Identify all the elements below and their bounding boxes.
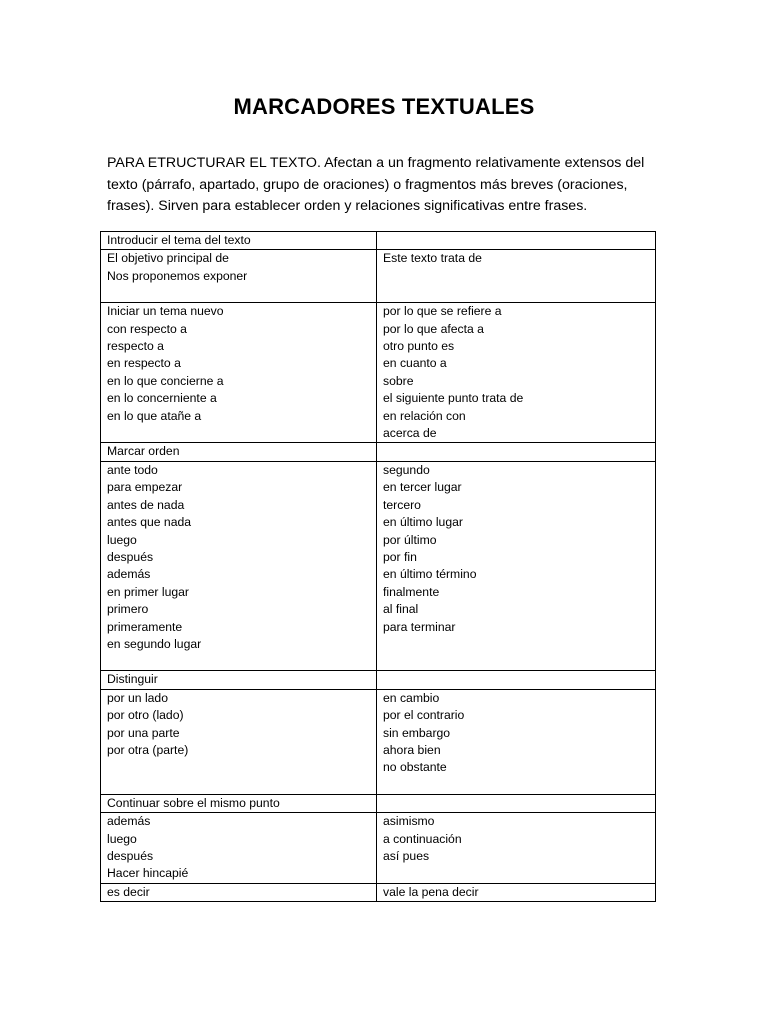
right-cell [377,250,656,303]
marker-item: en lo concerniente a [107,391,217,406]
section-header: Continuar sobre el mismo punto [101,794,377,812]
left-cell [101,689,377,794]
marker-item: por otro (lado) [107,708,184,723]
section-content-row [101,461,656,670]
marker-item: así pues [383,849,430,863]
marker-item: no obstante [383,760,447,775]
marker-item: Nos proponemos exponer [107,268,248,283]
marker-item: después [107,849,154,863]
marker-item: sobre [383,373,414,388]
marker-item: en tercer lugar [383,480,462,495]
marker-item: primero [107,602,149,617]
section-content-row [101,250,656,303]
final-row [101,883,656,901]
marker-item: para empezar [107,480,183,495]
document-title: MARCADORES TEXTUALES [233,94,535,119]
marker-item: sin embargo [383,725,451,740]
marker-item: en respecto a [107,356,181,371]
marker-item: por lo que se refiere a [383,304,502,319]
left-cell [101,813,377,884]
section-header: Distinguir [101,671,377,689]
marker-item: para terminar [383,619,456,634]
marker-item: por último [383,532,437,547]
section-header: Marcar orden [101,443,377,461]
marker-item: en cuanto a [383,356,447,371]
marker-item: por fin [383,549,417,564]
marker-item: ante todo [107,462,158,477]
marker-item: acerca de [383,426,437,441]
marker-item: en último lugar [383,515,463,530]
marker-item: El objetivo principal de [107,251,229,266]
marker-item: a continuación [383,831,462,846]
marker-item: en primer lugar [107,584,189,599]
left-cell [101,461,377,670]
section-content-row [101,303,656,443]
marker-item: antes de nada [107,497,185,512]
marker-item: por el contrario [383,708,465,723]
marker-item: ahora bien [383,742,441,757]
section-header-row [101,232,656,250]
section-header-row [101,443,656,461]
marker-item: por una parte [107,725,180,740]
section-content-row [101,813,656,884]
marker-item: por otra (parte) [107,742,189,757]
marker-item: al final [383,602,419,617]
marker-item: finalmente [383,584,440,599]
marker-item: Iniciar un tema nuevo [107,304,224,319]
section-content-row [101,689,656,794]
right-cell [377,461,656,670]
marker-item: tercero [383,497,421,512]
marker-item: otro punto es [383,339,455,354]
section-header-row [101,671,656,689]
marker-item: antes que nada [107,515,192,530]
marker-item: además [107,567,151,582]
marker-item: en cambio [383,690,440,705]
marker-item: Hacer hincapié [107,866,189,881]
marker-item: con respecto a [107,321,187,336]
left-cell [101,303,377,443]
right-cell [377,689,656,794]
right-cell [377,303,656,443]
left-cell [101,250,377,303]
marker-item: en lo que atañe a [107,408,202,423]
section-header-empty [377,232,656,250]
section-header-empty [377,794,656,812]
marker-item: Este texto trata de [383,251,482,266]
section-header-empty [377,671,656,689]
marker-item: en relación con [383,408,466,423]
marker-item: en segundo lugar [107,636,202,651]
intro-paragraph: PARA ETRUCTURAR EL TEXTO. Afectan a un fragmento relativamente extensos del texto (párrafo, apartado, grupo de oraciones) o fragmentos más breves (oraciones, frases). Sirven para establecer orden y relaciones significativas entre frases. [107,155,645,214]
marker-item: por un lado [107,690,168,705]
right-cell: vale la pena decir [377,883,656,901]
marker-item: luego [107,831,137,846]
section-header: Introducir el tema del texto [101,232,377,250]
section-header-empty [377,443,656,461]
right-cell [377,813,656,884]
left-cell: es decir [101,883,377,901]
section-header-row [101,794,656,812]
marker-item: por lo que afecta a [383,321,484,336]
marker-item: después [107,549,154,564]
marker-item: en último término [383,567,477,582]
marker-item: segundo [383,462,430,477]
marker-item: el siguiente punto trata de [383,391,524,406]
marker-item: luego [107,532,137,547]
marker-item: asimismo [383,814,435,829]
marker-item: primeramente [107,619,183,634]
markers-table [100,231,656,902]
marker-item: además [107,814,151,829]
marker-item: respecto a [107,339,164,354]
marker-item: en lo que concierne a [107,373,224,388]
